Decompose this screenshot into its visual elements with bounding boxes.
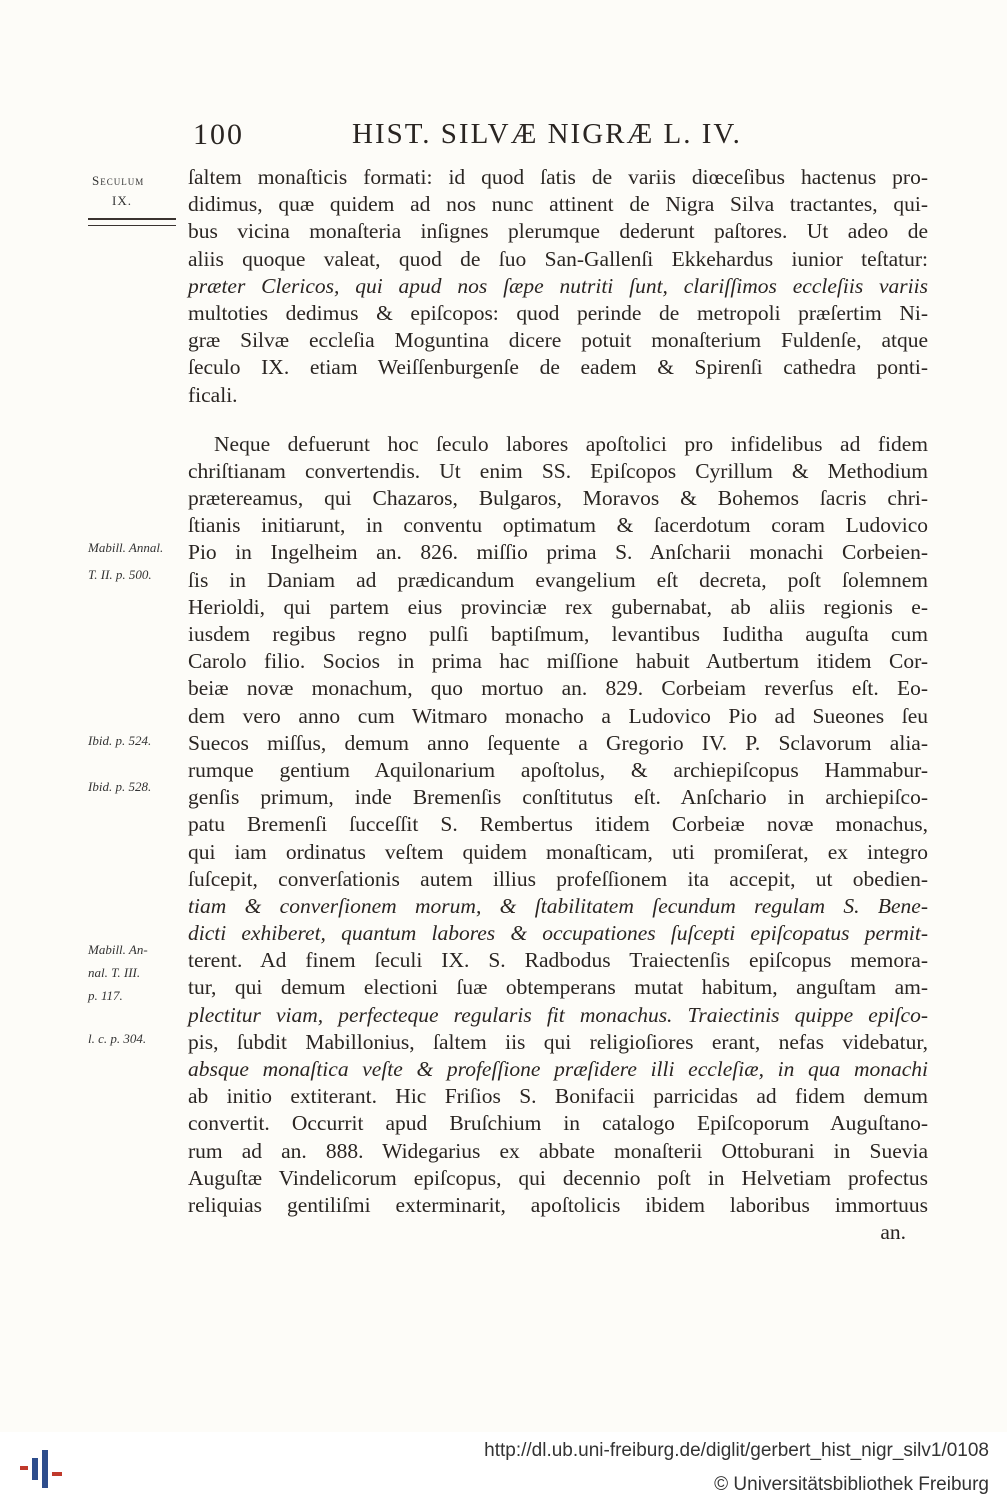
text-line: plectitur viam, perfecteque regularis fit monachus. Traiectinis quippe epiſco-	[188, 1002, 928, 1027]
text-line: ſtianis initiarunt, in conventu optimatum & ſacerdotum coram Ludovico	[188, 513, 928, 538]
margin-note: Ibid. p. 524.	[88, 733, 152, 748]
running-head	[0, 118, 1007, 158]
viewer-footer	[0, 1432, 1007, 1505]
text-line: beiæ novæ monachum, quo mortuo an. 829. Corbeiam reverſus eſt. Eo-	[188, 676, 928, 701]
margin-century: IX.	[112, 193, 132, 208]
text-line: qui iam ordinatus veſtem quidem monaſticam, uti promiſerat, ex integro	[188, 839, 928, 864]
body-text	[188, 164, 928, 1246]
ub-freiburg-logo-icon[interactable]	[18, 1446, 66, 1492]
margin-note: T. II. p. 500.	[88, 567, 152, 582]
text-line: tur, qui demum electioni ſuæ obtemperans mutat habitum, anguſtam am-	[188, 975, 928, 1000]
text-line: multoties dedimus & epiſcopos: quod perinde de metropoli præſertim Ni-	[188, 300, 928, 325]
text-line: ſeculo IX. etiam Weiſſenburgenſe de eadem & Spirenſi cathedra ponti-	[188, 355, 928, 380]
margin-note: p. 117.	[88, 988, 123, 1003]
text-line: rumque gentium Aquilonarium apoſtolus, & archiepiſcopus Hammabur-	[188, 757, 928, 782]
margin-rule-upper	[88, 218, 176, 220]
text-line: tiam & converſionem morum, & ſtabilitatem ſecundum regulam S. Bene-	[188, 893, 928, 918]
text-line: bus vicina monaſteria inſignes plerumque dederunt paſtores. Ut adeo de	[188, 219, 928, 244]
margin-note: Mabill. An-	[88, 942, 148, 957]
copyright-notice: © Universitätsbibliothek Freiburg	[714, 1474, 989, 1495]
text-line: genſis primum, inde Bremenſis conſtitutus eſt. Anſchario in archiepiſco-	[188, 785, 928, 810]
text-line: prætereamus, qui Chazaros, Bulgaros, Moravos & Bohemos ſacris chri-	[188, 486, 928, 511]
text-line: græ Silvæ eccleſia Moguntina dicere potuit monaſterium Fuldenſe, atque	[188, 328, 928, 353]
text-line: rum ad an. 888. Widegarius ex abbate monaſterii Ottoburani in Suevia	[188, 1138, 928, 1163]
text-line: præter Clericos, qui apud nos ſæpe nutriti ſunt, clariſſimos eccleſiis variis	[188, 273, 928, 298]
text-line: convertit. Occurrit apud Bruſchium in catalogo Epiſcoporum Auguſtano-	[188, 1111, 928, 1136]
paragraph-gap	[188, 409, 928, 431]
text-line: Herioldi, qui partem eius provinciæ rex gubernabat, ab aliis regionis e-	[188, 594, 928, 619]
text-line: didimus, quæ quidem ad nos nunc attinent de Nigra Silva tractantes, qui-	[188, 192, 928, 217]
margin-rule-lower	[88, 225, 176, 226]
text-line: pis, ſubdit Mabillonius, ſaltem iis qui religioſiores erant, nefas videbatur,	[188, 1029, 928, 1054]
text-line: ſuſcepit, converſationis autem illius profeſſionem ita accepit, ut obedien-	[188, 866, 928, 891]
text-line: ficali.	[188, 382, 238, 407]
text-line: terent. Ad finem ſeculi IX. S. Radbodus Traiectenſis epiſcopus memora-	[188, 948, 928, 973]
running-title: HIST. SILVÆ NIGRÆ L. IV.	[352, 118, 742, 150]
text-line: chriſtianam convertendis. Ut enim SS. Epiſcopos Cyrillum & Methodium	[188, 458, 928, 483]
catchword: an.	[880, 1220, 906, 1245]
text-line: patu Bremenſi ſucceſſit S. Rembertus itidem Corbeiæ novæ monachus,	[188, 812, 928, 837]
text-line: iusdem regibus regno pulſi baptiſmum, levantibus Iuditha auguſta cum	[188, 622, 928, 646]
margin-note: Mabill. Annal.	[88, 540, 164, 555]
text-line: ab initio extiterant. Hic Friſios S. Bonifacii parricidas ad fidem demum	[188, 1084, 928, 1109]
text-line: Pio in Ingelheim an. 826. miſſio prima S. Anſcharii monachi Corbeien-	[188, 540, 928, 565]
text-line: Suecos miſſus, demum anno ſequente a Gregorio IV. P. Sclavorum alia-	[188, 730, 928, 755]
page-number: 100	[193, 118, 244, 151]
text-line: absque monaſtica veſte & profeſſione præſidere illi eccleſiæ, in qua monachi	[188, 1057, 928, 1081]
margin-seculum: Seculum	[92, 173, 145, 188]
permalink-url[interactable]: http://dl.ub.uni-freiburg.de/diglit/gerbert_hist_nigr_silv1/0108	[484, 1440, 989, 1461]
text-line: dem vero anno cum Witmaro monacho a Ludovico Pio ad Sueones ſeu	[188, 703, 928, 728]
margin-note: nal. T. III.	[88, 965, 141, 980]
margin-note: l. c. p. 304.	[88, 1031, 147, 1046]
text-line: reliquias gentiliſmi exterminarit, apoſtolicis ibidem laboribus immortuus	[188, 1192, 928, 1217]
text-line: Auguſtæ Vindelicorum epiſcopus, qui decennio poſt in Helvetiam profectus	[188, 1165, 928, 1190]
text-line: ſis in Daniam ad prædicandum evangelium eſt decreta, poſt ſolemnem	[188, 567, 928, 592]
text-line: dicti exhiberet, quantum labores & occupationes ſuſcepti epiſcopatus permit-	[188, 921, 928, 946]
text-line: Neque defuerunt hoc ſeculo labores apoſtolici pro infidelibus ad fidem	[214, 431, 928, 456]
margin-note: Ibid. p. 528.	[88, 779, 152, 794]
text-line: aliis quoque valeat, quod de ſuo San-Gallenſi Ekkehardus iunior teſtatur:	[188, 246, 928, 271]
text-line: ſaltem monaſticis formati: id quod ſatis de variis diœceſibus hactenus pro-	[188, 165, 928, 189]
text-line: Carolo filio. Socios in prima hac miſſione habuit Autbertum itidem Cor-	[188, 649, 928, 674]
